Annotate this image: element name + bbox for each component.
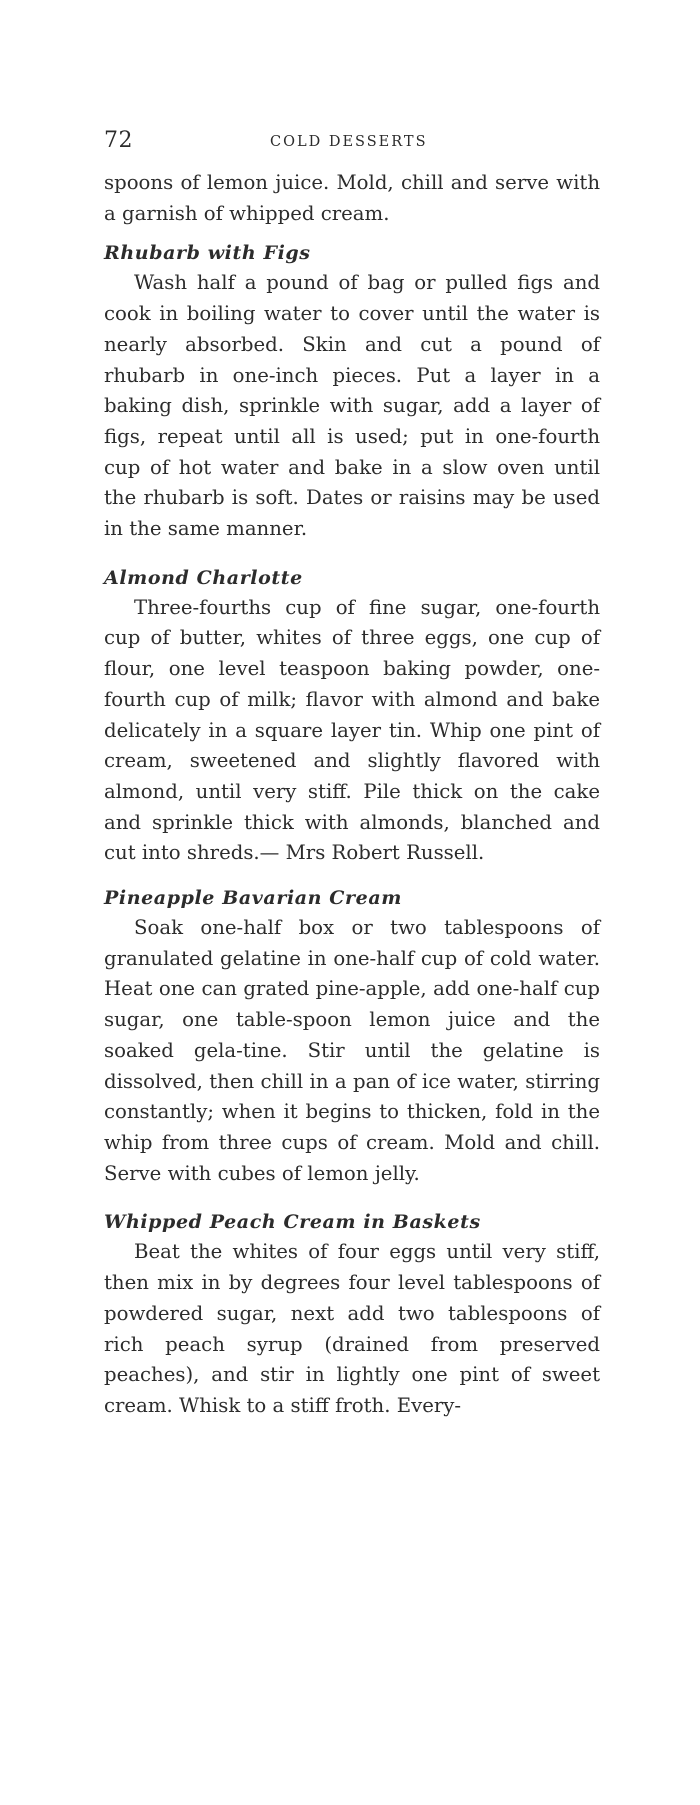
recipe-title-whipped-peach-cream: Whipped Peach Cream in Baskets — [104, 1211, 481, 1234]
page-number: 72 — [104, 128, 133, 153]
recipe-title-pineapple-bavarian-cream: Pineapple Bavarian Cream — [104, 887, 402, 910]
continuation-paragraph: spoons of lemon juice. Mold, chill and serve with a garnish of whipped cream. — [104, 171, 600, 225]
book-page — [104, 128, 600, 1422]
recipe-body-rhubarb-with-figs: Wash half a pound of bag or pulled figs and cook in boiling water to cover until the water is nearly absorbed. Skin and cut a pound of rhubarb in one-inch pieces. Put a layer in a baking dish, sprinkle with sugar, add a layer of figs, repeat until all is used; put in one-fourth cup of hot water and bake in a slow oven until the rhubarb is soft. Dates or raisins may be used in the same manner. — [104, 271, 600, 541]
recipe-body-whipped-peach-cream: Beat the whites of four eggs until very stiff, then mix in by degrees four level tablespoons of powdered sugar, next add two tablespoons of rich peach syrup (drained from preserved peaches), and stir in lightly one pint of sweet cream. Whisk to a stiff froth. Every- — [104, 1240, 600, 1417]
recipe-body-almond-charlotte: Three-fourths cup of fine sugar, one-fourth cup of butter, whites of three eggs, one cup of flour, one level teaspoon baking powder, one-fourth cup of milk; flavor with almond and bake delicately in a square layer tin. Whip one pint of cream, sweetened and slightly flavored with almond, until very stiff. Pile thick on the cake and sprinkle thick with almonds, blanched and cut into shreds.— Mrs Robert Russell. — [104, 595, 600, 865]
recipe-title-almond-charlotte: Almond Charlotte — [104, 566, 303, 589]
recipe-title-rhubarb-with-figs: Rhubarb with Figs — [104, 242, 311, 265]
page-header — [104, 128, 600, 168]
running-head: COLD DESSERTS — [270, 134, 428, 150]
recipe-body-pineapple-bavarian-cream: Soak one-half box or two tablespoons of granulated gelatine in one-half cup of cold water. Heat one can grated pine-apple, add one-half cup sugar, one table-spoon lemon juice and the soaked gela-tine. Stir until the gelatine is dissolved, then chill in a pan of ice water, stirring constantly; when it begins to thicken, fold in the whip from three cups of cream. Mold and chill. Serve with cubes of lemon jelly. — [104, 916, 600, 1185]
